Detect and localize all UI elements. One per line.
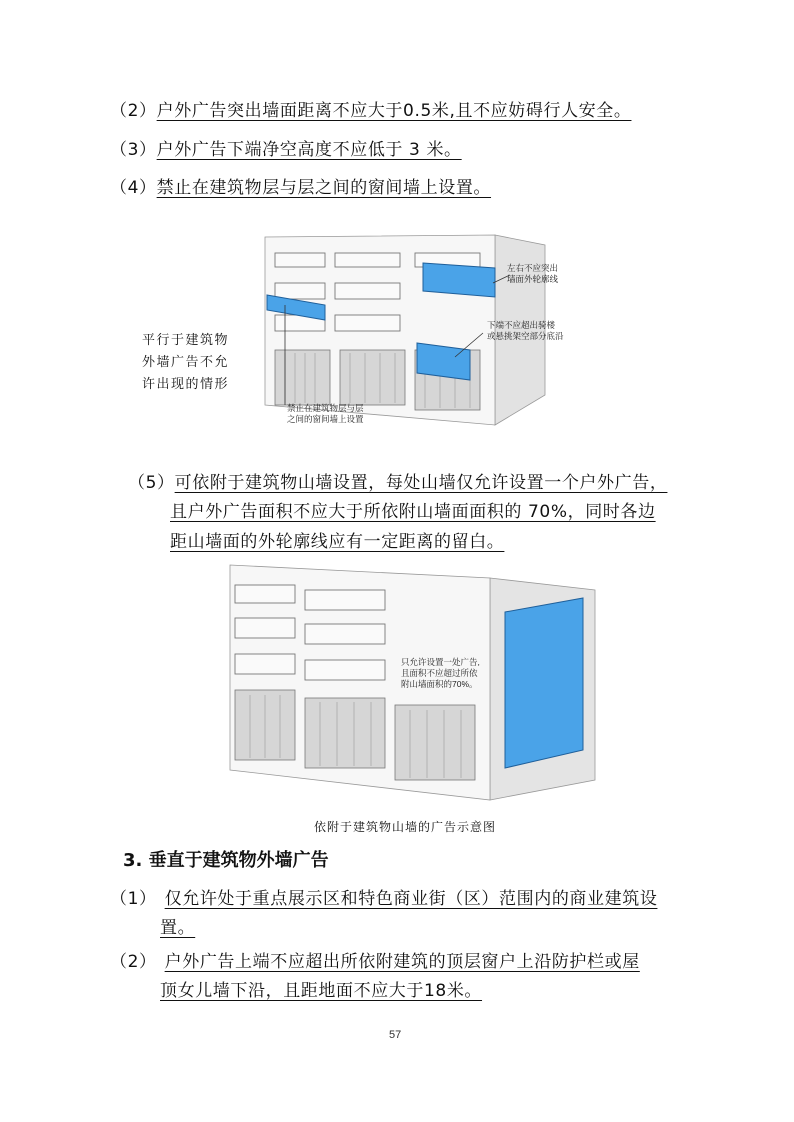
item-text: 户外广告上端不应超出所依附建筑的顶层窗户上沿防护栏或屋 xyxy=(164,952,640,972)
side-note-line: 外墙广告不允 xyxy=(142,355,230,370)
page-number: 57 xyxy=(389,1029,402,1041)
figure2-caption: 依附于建筑物山墙的广告示意图 xyxy=(314,820,497,834)
callout-line: 禁止在建筑物层与层 xyxy=(287,403,364,413)
callout-line: 下端不应超出骑楼 xyxy=(487,320,556,330)
gable-wall-ad-panel xyxy=(505,598,583,768)
item-number: （5） xyxy=(128,473,175,493)
item-5-line-1 xyxy=(128,468,667,493)
sec3-item-2-line-2: 顶女儿墙下沿，且距地面不应大于18米。 xyxy=(160,981,483,1001)
section-heading: 3. 垂直于建筑物外墙广告 xyxy=(123,850,329,871)
side-note-line: 许出现的情形 xyxy=(142,377,230,392)
item-number: （2） xyxy=(110,101,157,121)
ad-panel-top xyxy=(423,263,495,297)
sec3-item-1-line-1 xyxy=(110,884,657,909)
building-illustration-2 xyxy=(225,560,620,810)
item-4 xyxy=(110,173,491,198)
item-number: （1） xyxy=(110,889,157,909)
callout-line: 且面积不应超过所依 xyxy=(401,668,478,678)
item-5-line-2: 且户外广告面积不应大于所依附山墙面面积的 70%，同时各边 xyxy=(170,502,656,522)
item-number: （4） xyxy=(110,178,157,198)
item-number: （3） xyxy=(110,140,157,160)
callout-line: 只允许设置一处广告, xyxy=(401,657,480,667)
item-text: 户外广告下端净空高度不应低于 3 米。 xyxy=(156,140,462,160)
item-text: 禁止在建筑物层与层之间的窗间墙上设置。 xyxy=(156,178,492,198)
callout-line: 附山墙面积的70%。 xyxy=(401,679,478,689)
building-illustration-1 xyxy=(255,225,585,435)
item-5-line-3: 距山墙面的外轮廓线应有一定距离的留白。 xyxy=(170,532,505,552)
callout-line: 之间的窗间墙上设置 xyxy=(287,414,364,424)
callout-line: 左右不应突出 xyxy=(507,263,559,273)
item-3 xyxy=(110,135,462,160)
sec3-item-2-line-1 xyxy=(110,947,640,972)
item-text: 户外广告突出墙面距离不应大于0.5米,且不应妨碍行人安全。 xyxy=(156,101,632,121)
side-note-line: 平行于建筑物 xyxy=(142,333,230,348)
item-2 xyxy=(110,96,631,121)
sec3-item-1-line-2: 置。 xyxy=(160,918,196,938)
item-text: 仅允许处于重点展示区和特色商业街（区）范围内的商业建筑设 xyxy=(164,889,658,909)
ad-panel-lower xyxy=(417,343,470,380)
callout-line: 墙面外轮廓线 xyxy=(507,274,559,284)
item-number: （2） xyxy=(110,952,157,972)
figure1-side-note xyxy=(142,330,229,396)
item-text: 可依附于建筑物山墙设置，每处山墙仅允许设置一个户外广告， xyxy=(174,473,668,493)
callout-line: 或悬挑架空部分底沿 xyxy=(487,331,564,341)
